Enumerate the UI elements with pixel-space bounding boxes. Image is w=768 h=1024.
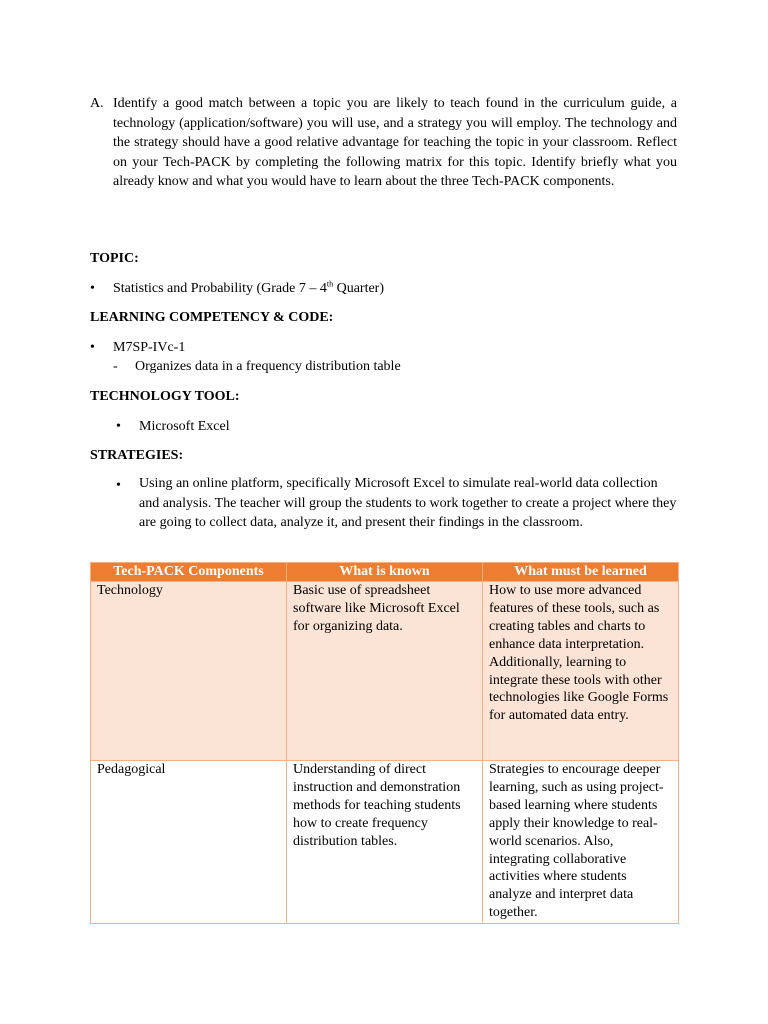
table-row bbox=[91, 761, 679, 924]
header-components: Tech-PACK Components bbox=[91, 563, 287, 582]
cell-component: Technology bbox=[91, 582, 287, 761]
competency-sub-item bbox=[113, 357, 673, 377]
cell-learn: How to use more advanced features of these tools, such as creating tables and charts to enhance data interpretation. Additionally, learning to integrate these tools with other technologies like Google Forms for automated data entry. bbox=[483, 582, 679, 761]
competency-heading: LEARNING COMPETENCY & CODE: bbox=[90, 310, 334, 325]
dash-icon: - bbox=[113, 359, 118, 374]
cell-known: Basic use of spreadsheet software like Microsoft Excel for organizing data. bbox=[287, 582, 483, 761]
topic-heading: TOPIC: bbox=[90, 251, 139, 266]
topic-tail: Quarter) bbox=[333, 281, 385, 296]
list-marker: A. bbox=[90, 96, 104, 111]
cell-learn: Strategies to encourage deeper learning, such as using project-based learning where students apply their knowledge to real-world scenarios. Also, integrating collaborative activities where students analyze and interpret data together. bbox=[483, 761, 679, 924]
header-learn: What must be learned bbox=[483, 563, 679, 582]
bullet-icon: • bbox=[90, 340, 95, 355]
competency-item bbox=[90, 338, 680, 358]
competency-code: M7SP-IVc-1 bbox=[113, 340, 186, 355]
header-known: What is known bbox=[287, 563, 483, 582]
bullet-icon: • bbox=[116, 478, 121, 493]
bullet-icon: • bbox=[116, 419, 121, 434]
technology-text: Microsoft Excel bbox=[139, 419, 230, 434]
technology-item bbox=[116, 417, 676, 437]
strategies-text: Using an online platform, specifically Microsoft Excel to simulate real-world data collection and analysis. The teacher will group the students to work together to create a project where they are going to collect data, analyze it, and present their findings in the classroom. bbox=[139, 476, 677, 530]
table-header-row bbox=[91, 563, 679, 582]
cell-known: Understanding of direct instruction and demonstration methods for teaching students how to create frequency distribution tables. bbox=[287, 761, 483, 924]
cell-component: Pedagogical bbox=[91, 761, 287, 924]
topic-text: Statistics and Probability (Grade 7 – 4 bbox=[113, 281, 327, 296]
competency-description: Organizes data in a frequency distribution table bbox=[135, 359, 401, 374]
table-row bbox=[91, 582, 679, 761]
bullet-icon: • bbox=[90, 281, 95, 296]
strategies-heading: STRATEGIES: bbox=[90, 448, 184, 463]
technology-heading: TECHNOLOGY TOOL: bbox=[90, 389, 240, 404]
instruction-paragraph bbox=[90, 94, 677, 192]
tech-pack-matrix bbox=[90, 562, 679, 924]
topic-superscript: th bbox=[326, 279, 334, 289]
instruction-text: Identify a good match between a topic you are likely to teach found in the curriculum guide, a technology (application/software) you will use, and a strategy you will employ. The technology and the strategy should have a good relative advantage for teaching the topic in your classroom. Reflect on your Tech-PACK by completing the following matrix for this topic. Identify briefly what you already know and what you would have to learn about the three Tech-PACK components. bbox=[113, 96, 677, 189]
topic-item bbox=[90, 279, 680, 299]
